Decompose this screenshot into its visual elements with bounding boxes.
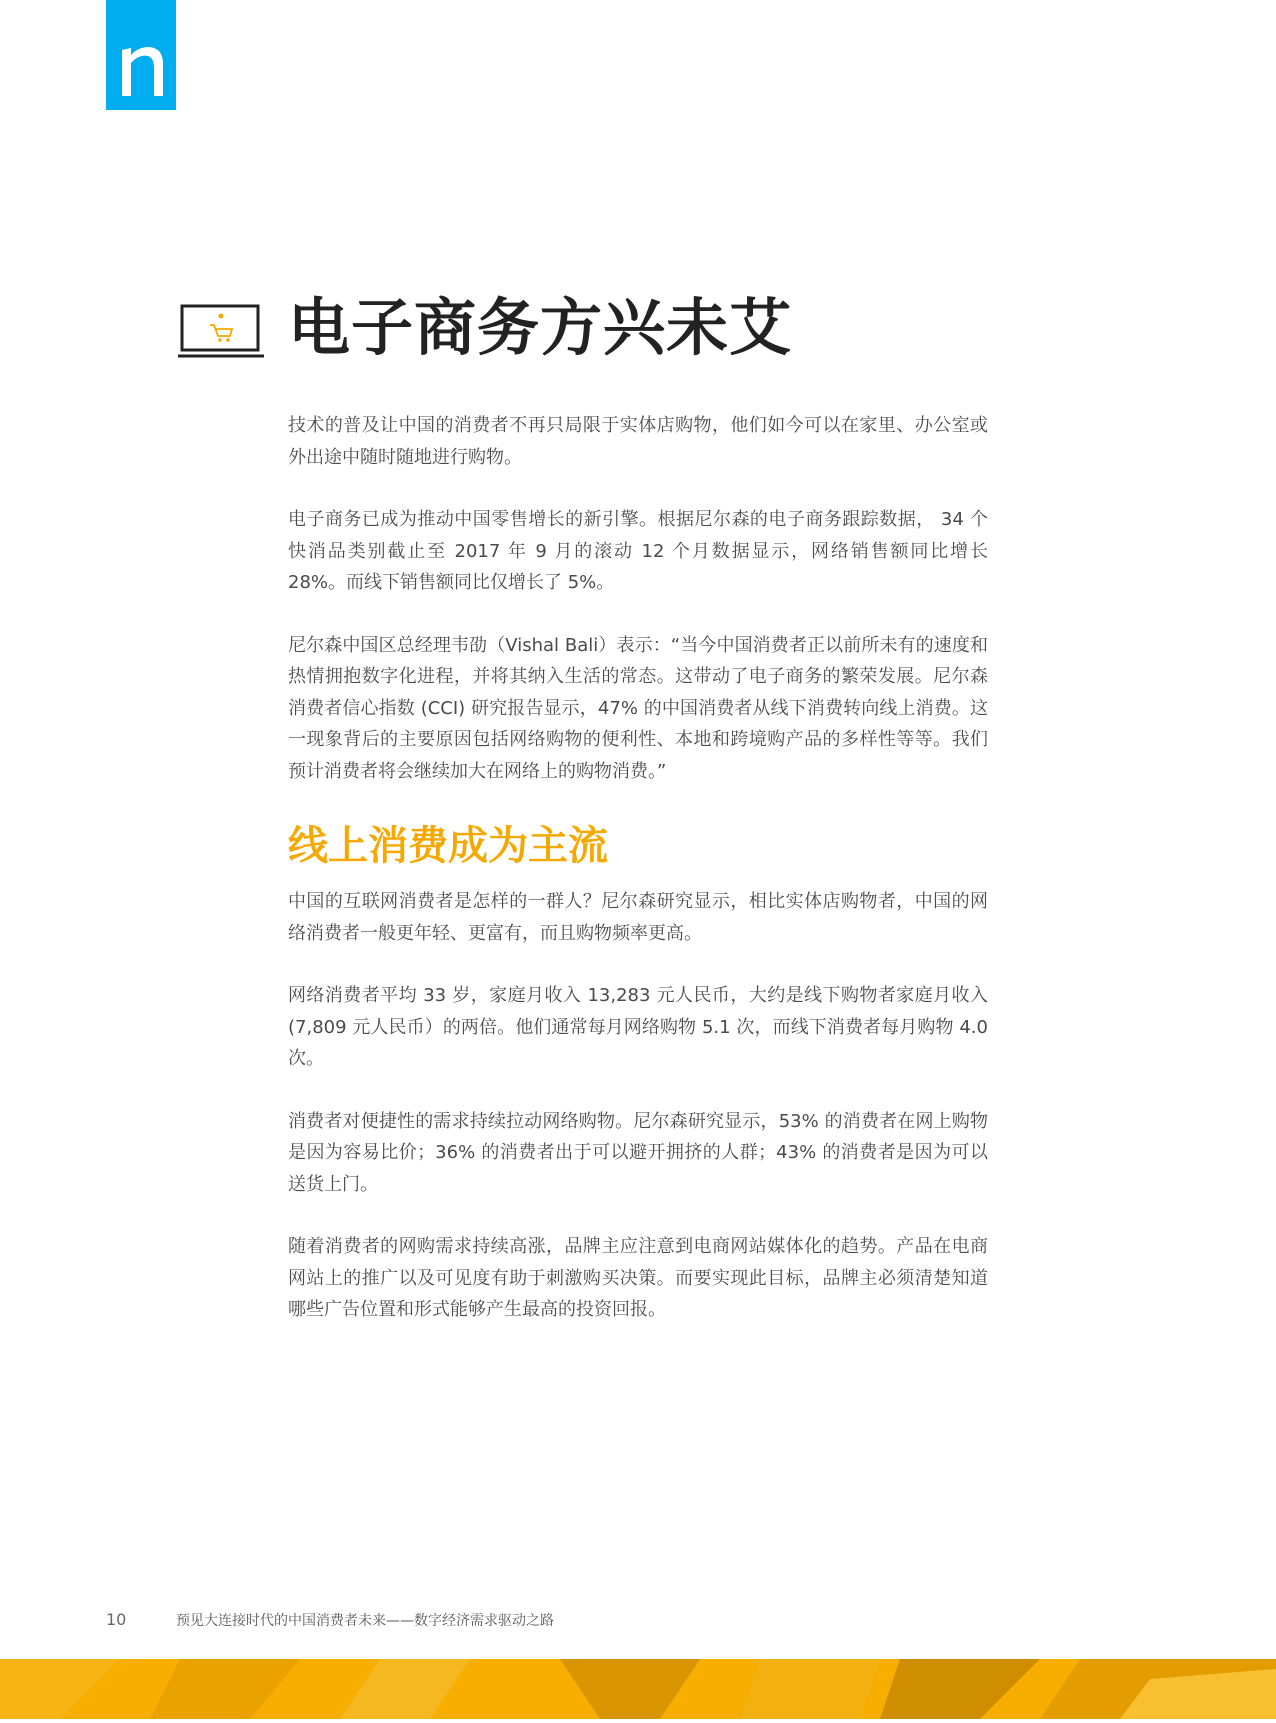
paragraph: 消费者对便捷性的需求持续拉动网络购物。尼尔森研究显示，53% 的消费者在网上购物是因为容易比价；36% 的消费者出于可以避开拥挤的人群；43% 的消费者是因为可以送货上门。 bbox=[288, 1110, 988, 1195]
paragraph: 随着消费者的网购需求持续高涨，品牌主应注意到电商网站媒体化的趋势。产品在电商网站上的推广以及可见度有助于刺激购买决策。而要实现此目标，品牌主必须清楚知道哪些广告位置和形式能够产生最高的投资回报。 bbox=[288, 1236, 988, 1320]
subsection-title: 线上消费成为主流 bbox=[288, 823, 608, 869]
paragraph: 网络消费者平均 33 岁，家庭月收入 13,283 元人民币，大约是线下购物者家庭月收入 (7,809 元人民币）的两倍。他们通常每月网络购物 5.1 次，而线下消费者每月购物 4.0 次。 bbox=[288, 985, 988, 1069]
paragraph: 尼尔森中国区总经理韦劭（Vishal Bali）表示：“当今中国消费者正以前所未有的速度和热情拥抱数字化进程，并将其纳入生活的常态。这带动了电子商务的繁荣发展。尼尔森消费者信心指数 (CCI) 研究报告显示，47% 的中国消费者从线下消费转向线上消费。这一现象背后的主要原因包括网络购物的便利性、本地和跨境购产品的多样性等等。我们预计消费者将会继续加大在网络上的购物消费。” bbox=[288, 634, 988, 782]
brand-logo bbox=[106, 0, 176, 110]
page-number: 10 bbox=[106, 1610, 127, 1629]
paragraph: 中国的互联网消费者是怎样的一群人？尼尔森研究显示，相比实体店购物者，中国的网络消费者一般更年轻、更富有，而且购物频率更高。 bbox=[288, 891, 988, 944]
laptop-cart-icon bbox=[178, 298, 264, 360]
footer-decorative-band bbox=[0, 1659, 1276, 1719]
article-body bbox=[288, 410, 988, 1357]
page-title: 电子商务方兴未艾 bbox=[288, 291, 793, 364]
footer-title: 预见大连接时代的中国消费者未来——数字经济需求驱动之路 bbox=[176, 1613, 554, 1629]
paragraph: 电子商务已成为推动中国零售增长的新引擎。根据尼尔森的电子商务跟踪数据， 34 个快消品类别截止至 2017 年 9 月的滚动 12 个月数据显示，网络销售额同比增长 28%。而线下销售额同比仅增长了 5%。 bbox=[288, 509, 988, 593]
brand-logo-letter-icon bbox=[106, 0, 176, 110]
paragraph: 技术的普及让中国的消费者不再只局限于实体店购物，他们如今可以在家里、办公室或外出途中随时随地进行购物。 bbox=[288, 415, 988, 468]
cube-pattern-icon bbox=[0, 1659, 1276, 1719]
